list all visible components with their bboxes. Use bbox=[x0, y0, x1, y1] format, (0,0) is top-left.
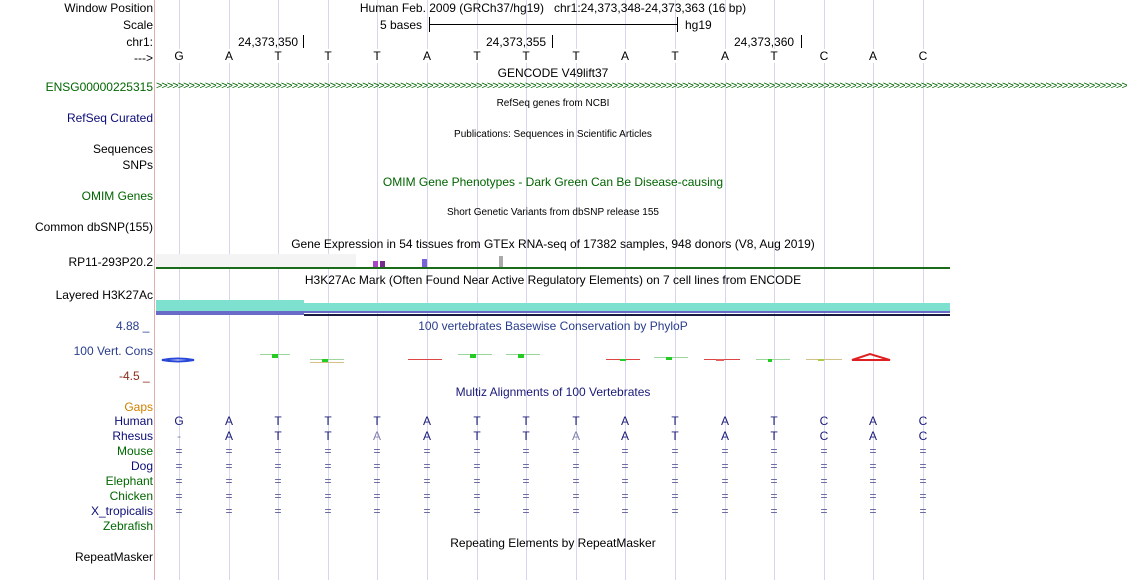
alignment-base: = bbox=[820, 459, 828, 473]
species-label[interactable]: Dog bbox=[130, 459, 153, 473]
alignment-base: = bbox=[423, 459, 431, 473]
alignment-base: = bbox=[919, 444, 927, 458]
alignment-base: = bbox=[770, 444, 778, 458]
alignment-base: = bbox=[324, 459, 332, 473]
base-letter: A bbox=[615, 49, 635, 63]
alignment-base: C bbox=[918, 414, 928, 428]
position-tick-label: 24,373,350 bbox=[238, 35, 299, 49]
alignment-base: = bbox=[770, 504, 778, 518]
alignment-base: = bbox=[175, 459, 183, 473]
alignment-base: = bbox=[572, 489, 580, 503]
alignment-base: = bbox=[423, 444, 431, 458]
base-letter: G bbox=[169, 49, 189, 63]
alignment-base: = bbox=[621, 459, 629, 473]
alignment-base: = bbox=[423, 504, 431, 518]
alignment-base: = bbox=[324, 504, 332, 518]
species-label[interactable]: Zebrafish bbox=[102, 519, 153, 533]
alignment-base: T bbox=[473, 429, 481, 443]
alignment-base: = bbox=[621, 489, 629, 503]
h3k27ac-track-label[interactable]: Layered H3K27Ac bbox=[55, 288, 153, 302]
alignment-base: = bbox=[869, 444, 877, 458]
base-letter: A bbox=[417, 49, 437, 63]
omim-track-label[interactable]: OMIM Genes bbox=[81, 189, 153, 203]
alignment-base: = bbox=[274, 504, 282, 518]
alignment-base: = bbox=[522, 444, 530, 458]
alignment-base: = bbox=[820, 444, 828, 458]
cons-max-label: 4.88 _ bbox=[116, 319, 150, 333]
position-tick-label: 24,373,360 bbox=[734, 35, 795, 49]
alignment-base: = bbox=[820, 474, 828, 488]
alignment-base: = bbox=[721, 489, 729, 503]
repeatmasker-track-label[interactable]: RepeatMasker bbox=[74, 550, 153, 564]
cons-phylop-graph[interactable] bbox=[156, 348, 950, 370]
publications-track-title[interactable]: Publications: Sequences in Scientific Articles bbox=[454, 129, 652, 140]
base-letter: A bbox=[715, 49, 735, 63]
alignment-base: = bbox=[721, 459, 729, 473]
alignment-base: = bbox=[473, 459, 481, 473]
alignment-base: = bbox=[869, 459, 877, 473]
alignment-base: C bbox=[918, 429, 928, 443]
alignment-base: T bbox=[274, 429, 282, 443]
alignment-base: = bbox=[225, 474, 233, 488]
alignment-base: = bbox=[274, 474, 282, 488]
alignment-base: = bbox=[919, 489, 927, 503]
refseq-track-title[interactable]: RefSeq genes from NCBI bbox=[496, 98, 610, 109]
species-label[interactable]: Mouse bbox=[116, 444, 153, 458]
gencode-gene-line[interactable]: >>>>>>>>>>>>>>>>>>>>>>>>>>>>>>>>>>>>>>>>>>>>>>>>>>>>>>>>>>>>>>>>>>>>>>>>>>>>>>>>>>>>>>>>>>>>>>>>>>>>>>>>>>>>>>>>>>>>>>>>>>>>>>>>>>>>>>>>>>>>>>>>>>>>>>>>>>>>>>>>>>>>>>>>>>>>>>>>>>> bbox=[156, 80, 1127, 92]
alignment-base: = bbox=[175, 474, 183, 488]
alignment-base: = bbox=[621, 504, 629, 518]
alignment-base: - bbox=[177, 429, 181, 443]
alignment-base: A bbox=[720, 429, 729, 443]
alignment-base: = bbox=[373, 444, 381, 458]
alignment-base: A bbox=[868, 414, 877, 428]
base-letter: C bbox=[814, 49, 834, 63]
species-label[interactable]: Elephant bbox=[105, 474, 153, 488]
base-letter: T bbox=[516, 49, 536, 63]
alignment-base: = bbox=[373, 459, 381, 473]
alignment-base: T bbox=[671, 414, 679, 428]
alignment-base: = bbox=[522, 504, 530, 518]
gencode-item-label[interactable]: ENSG00000225315 bbox=[45, 80, 153, 94]
alignment-base: A bbox=[224, 429, 233, 443]
base-letter: T bbox=[367, 49, 387, 63]
alignment-base: = bbox=[671, 459, 679, 473]
position-tick bbox=[303, 35, 304, 48]
species-label[interactable]: Human bbox=[114, 414, 153, 428]
alignment-base: A bbox=[372, 429, 381, 443]
alignment-base: = bbox=[721, 474, 729, 488]
alignment-base: = bbox=[274, 459, 282, 473]
species-label[interactable]: X_tropicalis bbox=[90, 504, 153, 518]
scale-db: hg19 bbox=[685, 18, 712, 32]
gaps-track-label[interactable]: Gaps bbox=[124, 400, 153, 414]
alignment-base: = bbox=[572, 444, 580, 458]
alignment-base: = bbox=[869, 474, 877, 488]
alignment-base: T bbox=[671, 429, 679, 443]
window-position[interactable]: Human Feb. 2009 (GRCh37/hg19) chr1:24,373,348-24,373,363 (16 bp) bbox=[359, 1, 747, 15]
alignment-base: = bbox=[919, 459, 927, 473]
alignment-base: = bbox=[572, 474, 580, 488]
alignment-base: = bbox=[919, 474, 927, 488]
alignment-base: = bbox=[721, 444, 729, 458]
cons-track-label[interactable]: 100 Vert. Cons bbox=[73, 344, 153, 358]
multiz-track-title[interactable]: Multiz Alignments of 100 Vertebrates bbox=[455, 385, 651, 399]
alignment-base: T bbox=[572, 414, 580, 428]
alignment-base: = bbox=[820, 489, 828, 503]
alignment-base: = bbox=[324, 474, 332, 488]
alignment-base: = bbox=[671, 474, 679, 488]
alignment-base: = bbox=[572, 459, 580, 473]
base-letter: T bbox=[566, 49, 586, 63]
gtex-track-title[interactable]: Gene Expression in 54 tissues from GTEx RNA-seq of 17382 samples, 948 donors (V8, Aug 2019) bbox=[291, 237, 815, 251]
alignment-base: = bbox=[423, 489, 431, 503]
alignment-base: = bbox=[225, 489, 233, 503]
scale-bar-left-tick bbox=[429, 17, 430, 32]
dbsnp-track-label[interactable]: Common dbSNP(155) bbox=[34, 220, 153, 234]
alignment-base: T bbox=[324, 414, 332, 428]
alignment-base: = bbox=[274, 444, 282, 458]
alignment-base: = bbox=[522, 459, 530, 473]
alignment-base: = bbox=[770, 459, 778, 473]
species-label[interactable]: Rhesus bbox=[112, 429, 153, 443]
alignment-base: = bbox=[225, 459, 233, 473]
alignment-base: A bbox=[620, 414, 629, 428]
alignment-base: = bbox=[770, 474, 778, 488]
alignment-base: = bbox=[721, 504, 729, 518]
snps-track-label[interactable]: SNPs bbox=[122, 158, 153, 172]
alignment-base: = bbox=[175, 444, 183, 458]
alignment-base: = bbox=[671, 489, 679, 503]
cons-min-label: -4.5 _ bbox=[119, 369, 150, 383]
gencode-track-title[interactable]: GENCODE V49lift37 bbox=[497, 66, 609, 80]
alignment-base: T bbox=[274, 414, 282, 428]
scale-label: Scale bbox=[122, 18, 153, 32]
arrow-label: ---> bbox=[134, 51, 153, 65]
alignment-base: = bbox=[324, 489, 332, 503]
species-label[interactable]: Chicken bbox=[109, 489, 153, 503]
omim-track-title[interactable]: OMIM Gene Phenotypes - Dark Green Can Be Disease-causing bbox=[382, 175, 724, 189]
cons-track-title[interactable]: 100 vertebrates Basewise Conservation by PhyloP bbox=[418, 319, 688, 333]
scale-bar-right-tick bbox=[677, 17, 678, 32]
alignment-base: = bbox=[820, 504, 828, 518]
alignment-base: = bbox=[919, 504, 927, 518]
alignment-base: C bbox=[819, 429, 829, 443]
base-letter: C bbox=[913, 49, 933, 63]
alignment-base: = bbox=[522, 489, 530, 503]
alignment-base: = bbox=[373, 489, 381, 503]
alignment-base: = bbox=[473, 474, 481, 488]
alignment-base: A bbox=[720, 414, 729, 428]
alignment-base: = bbox=[869, 489, 877, 503]
alignment-base: T bbox=[473, 414, 481, 428]
position-tick bbox=[552, 35, 553, 48]
alignment-base: = bbox=[225, 504, 233, 518]
base-letter: T bbox=[665, 49, 685, 63]
alignment-base: = bbox=[770, 489, 778, 503]
alignment-base: = bbox=[274, 489, 282, 503]
alignment-base: = bbox=[572, 504, 580, 518]
alignment-base: = bbox=[522, 474, 530, 488]
alignment-base: A bbox=[224, 414, 233, 428]
base-letter: A bbox=[219, 49, 239, 63]
alignment-base: = bbox=[473, 504, 481, 518]
publications-track-label[interactable]: Sequences bbox=[92, 142, 153, 156]
alignment-base: = bbox=[373, 474, 381, 488]
base-letter: T bbox=[467, 49, 487, 63]
alignment-base: A bbox=[571, 429, 580, 443]
repeatmasker-track-title[interactable]: Repeating Elements by RepeatMasker bbox=[450, 536, 656, 550]
chr-label: chr1: bbox=[126, 35, 153, 49]
alignment-base: = bbox=[621, 474, 629, 488]
alignment-base: T bbox=[324, 429, 332, 443]
scale-text: 5 bases bbox=[380, 18, 423, 32]
h3k27ac-signal[interactable] bbox=[156, 296, 950, 318]
alignment-base: A bbox=[868, 429, 877, 443]
alignment-base: = bbox=[175, 489, 183, 503]
alignment-base: = bbox=[175, 504, 183, 518]
alignment-base: A bbox=[422, 414, 431, 428]
alignment-base: = bbox=[869, 504, 877, 518]
alignment-base: A bbox=[620, 429, 629, 443]
alignment-base: = bbox=[225, 444, 233, 458]
alignment-base: = bbox=[423, 474, 431, 488]
gtex-track-label[interactable]: RP11-293P20.2 bbox=[68, 255, 153, 269]
alignment-base: T bbox=[770, 429, 778, 443]
dbsnp-track-title[interactable]: Short Genetic Variants from dbSNP release 155 bbox=[447, 207, 659, 218]
alignment-base: T bbox=[770, 414, 778, 428]
h3k27ac-track-title[interactable]: H3K27Ac Mark (Often Found Near Active Regulatory Elements) on 7 cell lines from ENCODE bbox=[304, 273, 802, 287]
alignment-base: T bbox=[522, 429, 530, 443]
scale-bar bbox=[429, 24, 677, 25]
alignment-base: C bbox=[819, 414, 829, 428]
base-letter: T bbox=[764, 49, 784, 63]
alignment-base: = bbox=[473, 444, 481, 458]
base-letter: T bbox=[318, 49, 338, 63]
gtex-expression-graph[interactable] bbox=[156, 252, 950, 270]
alignment-base: = bbox=[671, 504, 679, 518]
alignment-base: = bbox=[621, 444, 629, 458]
alignment-base: = bbox=[373, 504, 381, 518]
position-tick bbox=[801, 35, 802, 48]
window-position-label: Window Position bbox=[64, 1, 153, 15]
alignment-base: A bbox=[422, 429, 431, 443]
alignment-base: T bbox=[522, 414, 530, 428]
position-tick-label: 24,373,355 bbox=[486, 35, 547, 49]
label-separator bbox=[154, 0, 155, 580]
refseq-track-label[interactable]: RefSeq Curated bbox=[66, 111, 153, 125]
alignment-base: = bbox=[324, 444, 332, 458]
base-letter: T bbox=[268, 49, 288, 63]
base-letter: A bbox=[863, 49, 883, 63]
alignment-base: = bbox=[473, 489, 481, 503]
alignment-base: T bbox=[373, 414, 381, 428]
alignment-base: G bbox=[174, 414, 184, 428]
alignment-base: = bbox=[671, 444, 679, 458]
